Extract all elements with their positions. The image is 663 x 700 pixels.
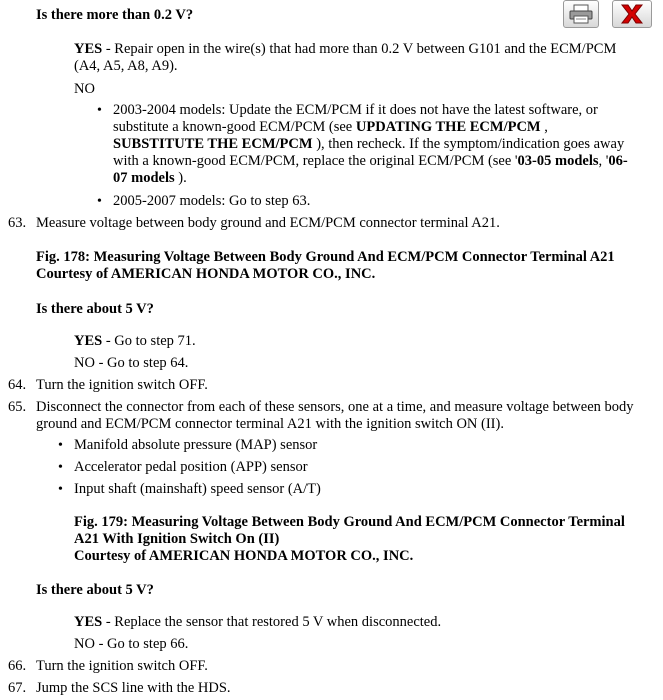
step-64-text: Turn the ignition switch OFF.	[36, 377, 208, 393]
fig-179-caption-1: Fig. 179: Measuring Voltage Between Body Ground And ECM/PCM Connector Terminal	[74, 514, 625, 530]
step-66-text: Turn the ignition switch OFF.	[36, 658, 208, 674]
question-3: Is there about 5 V?	[36, 582, 154, 598]
sensor-item-1: Manifold absolute pressure (MAP) sensor	[74, 437, 318, 453]
fig-178-courtesy: Courtesy of AMERICAN HONDA MOTOR CO., INC.	[36, 266, 376, 282]
no-3-text: - Go to step 66.	[94, 636, 189, 652]
close-x-icon	[619, 2, 645, 26]
sensor-bullet-1: •	[58, 438, 63, 453]
yes-2	[74, 333, 196, 350]
yes-3-label: YES	[74, 614, 103, 630]
no-3	[74, 636, 188, 653]
no-2	[74, 355, 188, 372]
bullet-1-line-2c: ,	[540, 119, 548, 135]
bullet-1-line-2	[113, 119, 658, 136]
link-06-07-models-start[interactable]: 06-	[608, 153, 628, 169]
step-67-number: 67.	[8, 680, 27, 696]
bullet-1-line-4a: with a known-good ECM/PCM, replace the original ECM/PCM (see '	[113, 153, 518, 169]
bullet-1-line-4c: , '	[598, 153, 609, 169]
bullet-1-line-5b: ).	[174, 170, 187, 186]
fig-179-caption-2: A21 With Ignition Switch On (II)	[74, 531, 280, 547]
no-1-label: NO	[74, 81, 95, 97]
bullet-1-line-4	[113, 153, 658, 170]
yes-3	[74, 614, 441, 631]
link-03-05-models[interactable]: 03-05 models	[517, 153, 599, 169]
sensor-item-3: Input shaft (mainshaft) speed sensor (A/T)	[74, 481, 321, 497]
close-button[interactable]	[612, 0, 652, 28]
yes-2-label: YES	[74, 333, 103, 349]
bullet-1-line-3	[113, 136, 658, 153]
yes-1-label: YES	[74, 41, 103, 57]
link-06-07-models-end[interactable]: 07 models	[113, 170, 175, 186]
bullet-1-line-1: 2003-2004 models: Update the ECM/PCM if it does not have the latest software, or	[113, 102, 598, 118]
question-2: Is there about 5 V?	[36, 301, 154, 317]
no-2-label: NO	[74, 355, 95, 371]
print-button[interactable]	[563, 0, 599, 28]
yes-2-text: - Go to step 71.	[102, 333, 196, 349]
yes-1	[74, 41, 654, 58]
bullet-1-line-3b: ), then recheck. If the symptom/indication goes away	[312, 136, 625, 152]
no-3-label: NO	[74, 636, 95, 652]
no-2-text: - Go to step 64.	[94, 355, 189, 371]
yes-3-text: - Replace the sensor that restored 5 V when disconnected.	[102, 614, 442, 630]
link-substitute-ecm[interactable]: SUBSTITUTE THE ECM/PCM	[113, 136, 313, 152]
bullet-1-line-2a: substitute a known-good ECM/PCM (see	[113, 119, 356, 135]
step-65-number: 65.	[8, 399, 27, 415]
step-67-text: Jump the SCS line with the HDS.	[36, 680, 231, 696]
step-64-number: 64.	[8, 377, 27, 393]
printer-icon	[568, 4, 594, 24]
fig-178-caption: Fig. 178: Measuring Voltage Between Body Ground And ECM/PCM Connector Terminal A21	[36, 249, 615, 265]
link-updating-ecm[interactable]: UPDATING THE ECM/PCM	[355, 119, 541, 135]
question-1: Is there more than 0.2 V?	[36, 7, 194, 23]
bullet-1: •	[97, 103, 102, 118]
step-63-text: Measure voltage between body ground and ECM/PCM connector terminal A21.	[36, 215, 500, 231]
sensor-item-2: Accelerator pedal position (APP) sensor	[74, 459, 308, 475]
bullet-1-line-5	[113, 170, 658, 187]
fig-179-courtesy: Courtesy of AMERICAN HONDA MOTOR CO., INC.	[74, 548, 414, 564]
step-63-number: 63.	[8, 215, 27, 231]
bullet-1-text	[113, 102, 658, 187]
step-65-line-2: ground and ECM/PCM connector terminal A21 with the ignition switch ON (II).	[36, 416, 504, 432]
bullet-2-text: 2005-2007 models: Go to step 63.	[113, 193, 311, 209]
step-65-line-1: Disconnect the connector from each of these sensors, one at a time, and measure voltage between body	[36, 399, 634, 415]
step-66-number: 66.	[8, 658, 27, 674]
yes-1-text-2: (A4, A5, A8, A9).	[74, 58, 178, 74]
bullet-2: •	[97, 194, 102, 209]
sensor-bullet-2: •	[58, 460, 63, 475]
sensor-bullet-3: •	[58, 482, 63, 497]
yes-1-text: - Repair open in the wire(s) that had more than 0.2 V between G101 and the ECM/PCM	[102, 41, 617, 57]
